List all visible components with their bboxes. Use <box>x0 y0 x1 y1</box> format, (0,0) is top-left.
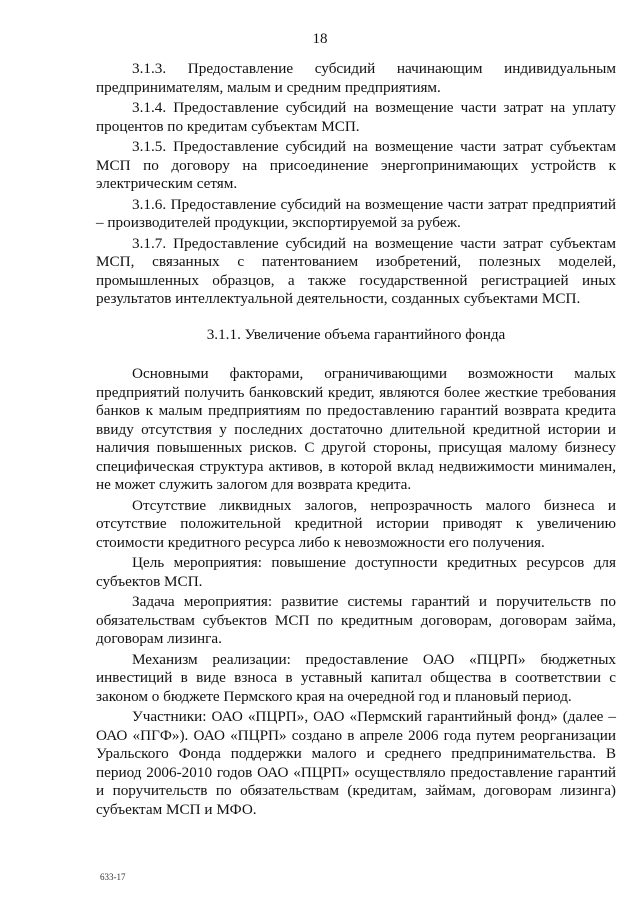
list-item: 3.1.4. Предоставление субсидий на возмещение части затрат на уплату процентов по кредитам субъектам МСП. <box>96 99 616 135</box>
paragraph: Основными факторами, ограничивающими возможности малых предприятий получить банковский кредит, являются более жесткие требования банков к малым предприятиям по предоставлению гарантий возврата кредита ввиду отсутствия у последних достаточно длительной кредитной истории и наличия повышенных рисков. С другой стороны, присущая малому бизнесу специфическая структура активов, в которой вклад недвижимости минимален, не может служить залогом для возврата кредита. <box>96 365 616 493</box>
footer-code: 633-17 <box>100 872 126 882</box>
list-item: 3.1.6. Предоставление субсидий на возмещение части затрат предприятий – производителей продукции, экспортируемой за рубеж. <box>96 195 616 231</box>
paragraph: Задача мероприятия: развитие системы гарантий и поручительств по обязательствам субъектов МСП по кредитным договорам, договорам займа, договорам лизинга. <box>96 593 616 647</box>
paragraph: Участники: ОАО «ПЦРП», ОАО «Пермский гарантийный фонд» (далее – ОАО «ПГФ»). ОАО «ПЦРП» создано в апреле 2006 года путем реорганизации Уральского Фонда поддержки малого и среднего предпринимательства. В период 2006-2010 годов ОАО «ПЦРП» осуществляло предоставление гарантий и поручительств по обязательствам (кредитам, займам, договорам лизинга) субъектам МСП и МФО. <box>96 708 616 818</box>
paragraph: Механизм реализации: предоставление ОАО «ПЦРП» бюджетных инвестиций в виде взноса в уставный капитал общества в соответствии с законом о бюджете Пермского края на очередной год и плановый период. <box>96 650 616 705</box>
document-body <box>96 60 616 819</box>
list-item: 3.1.3. Предоставление субсидий начинающим индивидуальным предпринимателям, малым и средним предприятиям. <box>96 60 616 96</box>
paragraph: Отсутствие ликвидных залогов, непрозрачность малого бизнеса и отсутствие положительной кредитной истории приводят к увеличению стоимости кредитного ресурса либо к невозможности его получения. <box>96 496 616 551</box>
page-number: 18 <box>312 31 328 47</box>
list-item: 3.1.5. Предоставление субсидий на возмещение части затрат субъектам МСП по договору на присоединение энергопринимающих устройств к электрическим сетям. <box>96 138 616 192</box>
list-item: 3.1.7. Предоставление субсидий на возмещение части затрат субъектам МСП, связанных с патентованием изобретений, полезных моделей, промышленных образцов, а также государственной регистрацией иных результатов интеллектуальной деятельности, созданных субъектами МСП. <box>96 234 616 307</box>
paragraph: Цель мероприятия: повышение доступности кредитных ресурсов для субъектов МСП. <box>96 554 616 590</box>
section-heading: 3.1.1. Увеличение объема гарантийного фонда <box>206 325 506 343</box>
